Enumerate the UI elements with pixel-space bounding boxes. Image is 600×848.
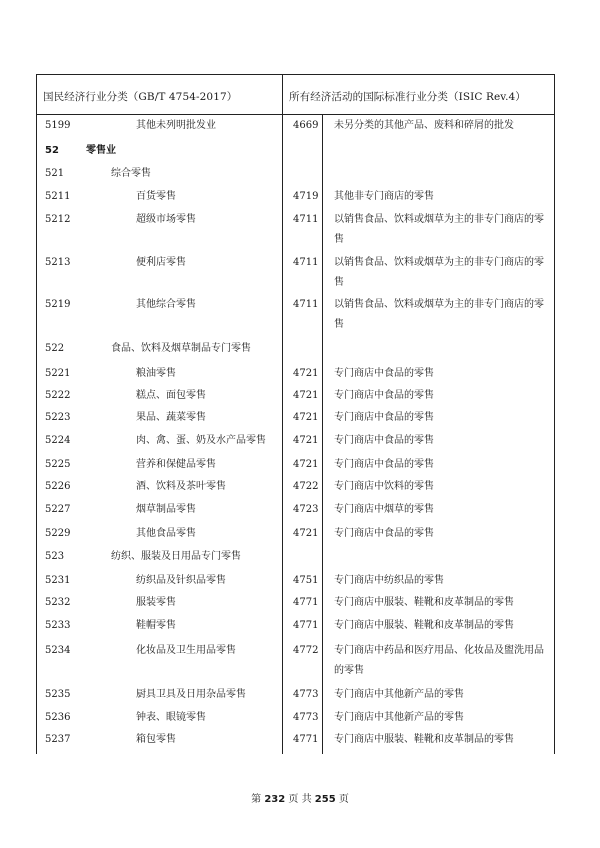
industry-name: 鞋帽零售	[136, 620, 176, 631]
industry-code: 5229	[45, 528, 71, 539]
isic-code: 4711	[293, 257, 319, 268]
isic-description: 专门商店中饮料的零售	[334, 481, 434, 492]
isic-code: 4722	[293, 481, 319, 492]
isic-code: 4721	[293, 459, 319, 470]
isic-description: 专门商店中食品的零售	[334, 390, 434, 401]
isic-description: 专门商店中食品的零售	[334, 528, 434, 539]
isic-description: 专门商店中食品的零售	[334, 368, 434, 379]
isic-description: 专门商店中食品的零售	[334, 459, 434, 470]
industry-code: 5237	[45, 734, 71, 745]
industry-code: 5199	[45, 120, 71, 131]
isic-code: 4721	[293, 528, 319, 539]
isic-description: 专门商店中纺织品的零售	[334, 575, 444, 586]
industry-name: 粮油零售	[136, 368, 176, 379]
industry-name: 百货零售	[136, 191, 176, 202]
industry-code: 521	[45, 168, 65, 179]
industry-code: 5221	[45, 368, 71, 379]
isic-code: 4711	[293, 214, 319, 225]
industry-name: 其他未列明批发业	[136, 120, 216, 131]
isic-description: 专门商店中服装、鞋靴和皮革制品的零售	[334, 597, 514, 608]
isic-description: 专门商店中服装、鞋靴和皮革制品的零售	[334, 620, 514, 631]
industry-name: 化妆品及卫生用品零售	[136, 645, 236, 656]
industry-code: 522	[45, 343, 65, 354]
industry-code: 5235	[45, 689, 71, 700]
industry-code: 5223	[45, 412, 71, 423]
isic-code: 4669	[293, 120, 319, 131]
header-gbt: 国民经济行业分类（GB/T 4754-2017）	[43, 91, 238, 103]
isic-description: 专门商店中食品的零售	[334, 435, 434, 446]
isic-description: 专门商店中其他新产品的零售	[334, 712, 464, 723]
page-total: 255	[314, 794, 336, 805]
industry-code: 5232	[45, 597, 71, 608]
industry-code: 5236	[45, 712, 71, 723]
industry-name: 其他食品零售	[136, 528, 196, 539]
industry-name: 钟表、眼镜零售	[136, 712, 206, 723]
industry-name: 酒、饮料及茶叶零售	[136, 481, 226, 492]
industry-name: 肉、禽、蛋、奶及水产品零售	[136, 435, 266, 446]
industry-name: 服装零售	[136, 597, 176, 608]
isic-code: 4771	[293, 597, 319, 608]
industry-name: 食品、饮料及烟草制品专门零售	[111, 343, 251, 354]
isic-description: 未另分类的其他产品、废料和碎屑的批发	[334, 120, 514, 131]
isic-description: 以销售食品、饮料或烟草为主的非专门商店的零售	[334, 257, 544, 288]
isic-code: 4771	[293, 620, 319, 631]
industry-name: 综合零售	[111, 168, 151, 179]
industry-code: 5225	[45, 459, 71, 470]
industry-name: 纺织品及针织品零售	[136, 575, 226, 586]
industry-code: 5219	[45, 299, 71, 310]
industry-code: 5211	[45, 191, 71, 202]
footer-suffix: 页	[338, 794, 349, 805]
footer-middle: 页 共	[288, 794, 312, 805]
isic-code: 4721	[293, 368, 319, 379]
industry-name: 超级市场零售	[136, 214, 196, 225]
isic-description: 以销售食品、饮料或烟草为主的非专门商店的零售	[334, 214, 544, 245]
industry-code: 52	[45, 145, 59, 156]
industry-code: 5213	[45, 257, 71, 268]
industry-name: 零售业	[86, 145, 116, 156]
industry-name: 厨具卫具及日用杂品零售	[136, 689, 246, 700]
isic-description: 专门商店中烟草的零售	[334, 504, 434, 515]
industry-code: 5231	[45, 575, 71, 586]
page-footer	[0, 790, 600, 805]
isic-code: 4721	[293, 435, 319, 446]
page-number: 232	[264, 794, 286, 805]
footer-prefix: 第	[251, 794, 262, 805]
industry-code: 5234	[45, 645, 71, 656]
industry-name: 纺织、服装及日用品专门零售	[111, 551, 241, 562]
isic-code: 4721	[293, 412, 319, 423]
industry-code: 5212	[45, 214, 71, 225]
industry-name: 糕点、面包零售	[136, 390, 206, 401]
column-divider	[282, 75, 283, 754]
isic-code: 4772	[293, 645, 319, 656]
isic-description: 专门商店中服装、鞋靴和皮革制品的零售	[334, 734, 514, 745]
isic-code: 4719	[293, 191, 319, 202]
industry-code: 5226	[45, 481, 71, 492]
header-isic: 所有经济活动的国际标准行业分类（ISIC Rev.4）	[289, 91, 526, 103]
industry-name: 营养和保健品零售	[136, 459, 216, 470]
industry-code: 523	[45, 551, 65, 562]
industry-code: 5227	[45, 504, 71, 515]
isic-code: 4723	[293, 504, 319, 515]
industry-code: 5224	[45, 435, 71, 446]
isic-description: 专门商店中药品和医疗用品、化妆品及盥洗用品的零售	[334, 645, 544, 676]
isic-code: 4751	[293, 575, 319, 586]
header-divider	[37, 114, 554, 115]
isic-description: 专门商店中食品的零售	[334, 412, 434, 423]
isic-code: 4721	[293, 390, 319, 401]
isic-code: 4711	[293, 299, 319, 310]
isic-code: 4773	[293, 689, 319, 700]
isic-description: 专门商店中其他新产品的零售	[334, 689, 464, 700]
industry-name: 烟草制品零售	[136, 504, 196, 515]
industry-code: 5233	[45, 620, 71, 631]
isic-description: 其他非专门商店的零售	[334, 191, 434, 202]
industry-name: 便利店零售	[136, 257, 186, 268]
industry-name: 箱包零售	[136, 734, 176, 745]
classification-table	[36, 74, 555, 754]
isic-description: 以销售食品、饮料或烟草为主的非专门商店的零售	[334, 299, 544, 330]
industry-name: 果品、蔬菜零售	[136, 412, 206, 423]
column-divider	[322, 115, 323, 754]
industry-name: 其他综合零售	[136, 299, 196, 310]
isic-code: 4773	[293, 712, 319, 723]
isic-code: 4771	[293, 734, 319, 745]
industry-code: 5222	[45, 390, 71, 401]
